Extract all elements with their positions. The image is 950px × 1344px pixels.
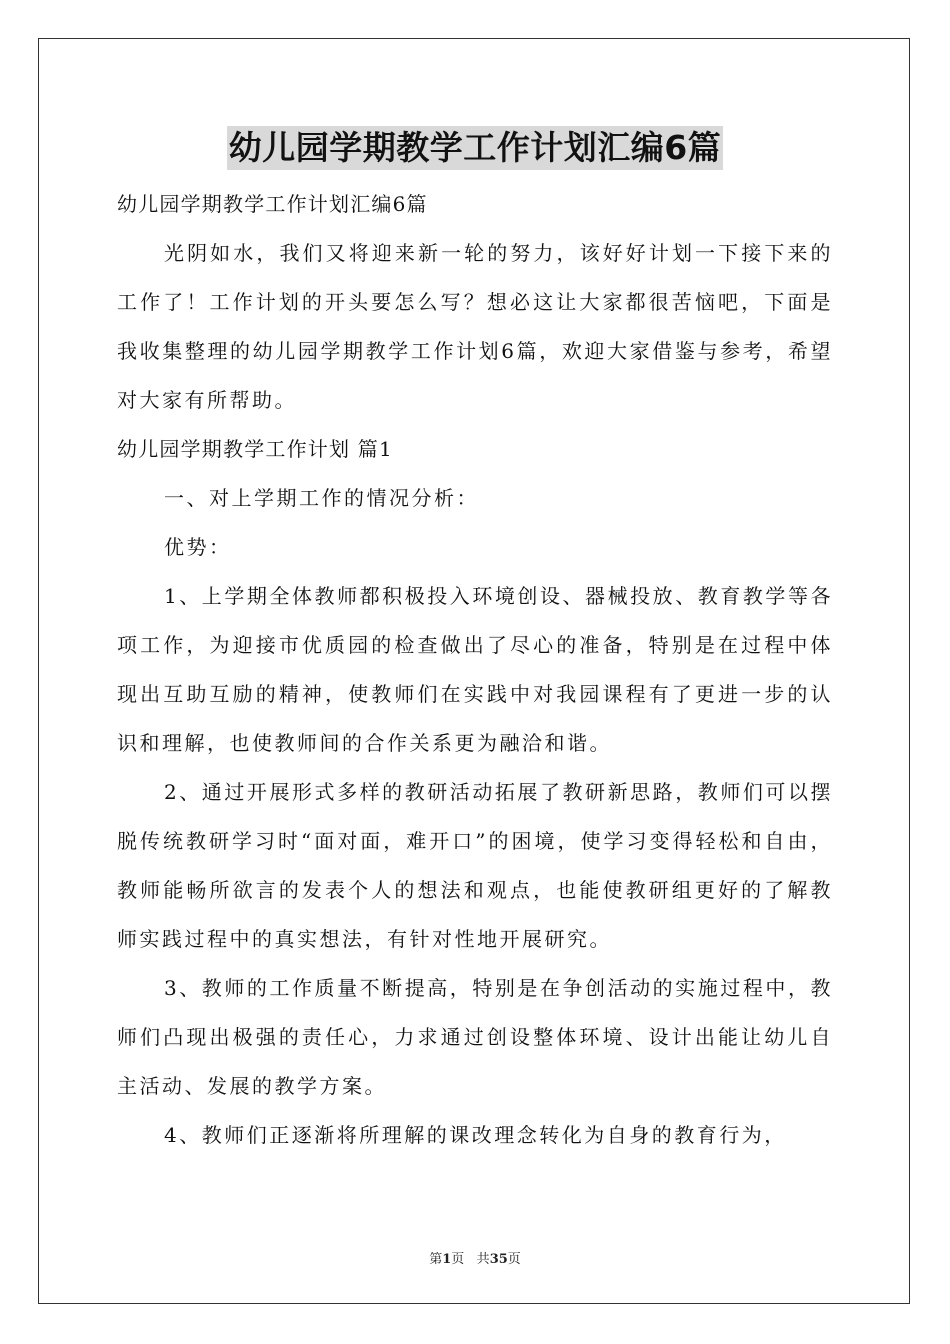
page-footer [0,1248,950,1267]
footer-total-prefix: 共 [476,1252,490,1267]
paragraph-item-2: 2、通过开展形式多样的教研活动拓展了教研新思路，教师们可以摆脱传统教研学习时“面对面，难开口”的困境，使学习变得轻松和自由，教师能畅所欲言的发表个人的想法和观点，也能使教研组更好的了解教师实践过程中的真实想法，有针对性地开展研究。 [117,780,833,951]
intro-paragraph: 光阴如水，我们又将迎来新一轮的努力，该好好计划一下接下来的工作了！工作计划的开头要怎么写？想必这让大家都很苦恼吧，下面是我收集整理的幼儿园学期教学工作计划6篇，欢迎大家借鉴与参考，希望对大家有所帮助。 [117,241,833,412]
document-body [117,180,833,1160]
paragraph-item-4: 4、教师们正逐渐将所理解的课改理念转化为自身的教育行为， [164,1123,787,1147]
footer-total-suffix: 页 [507,1252,521,1267]
title-wrap [0,126,950,170]
subsection-heading: 一、对上学期工作的情况分析： [164,486,479,510]
footer-total-pages: 35 [489,1252,508,1267]
footer-page-prefix: 第 [429,1252,443,1267]
paragraph-item-1: 1、上学期全体教师都积极投入环境创设、器械投放、教育教学等各项工作，为迎接市优质园的检查做出了尽心的准备，特别是在过程中体现出互助互励的精神，使教师们在实践中对我园课程有了更进一步的认识和理解，也使教师间的合作关系更为融洽和谐。 [117,584,833,755]
footer-page-number: 1 [442,1252,452,1267]
section-heading: 幼儿园学期教学工作计划 篇1 [117,437,393,461]
strengths-label: 优势： [164,535,232,559]
document-title: 幼儿园学期教学工作计划汇编6篇 [227,126,723,170]
document-subtitle: 幼儿园学期教学工作计划汇编6篇 [117,192,428,216]
paragraph-item-3: 3、教师的工作质量不断提高，特别是在争创活动的实施过程中，教师们凸现出极强的责任心，力求通过创设整体环境、设计出能让幼儿自主活动、发展的教学方案。 [117,976,833,1098]
footer-page-suffix: 页 [451,1252,465,1267]
